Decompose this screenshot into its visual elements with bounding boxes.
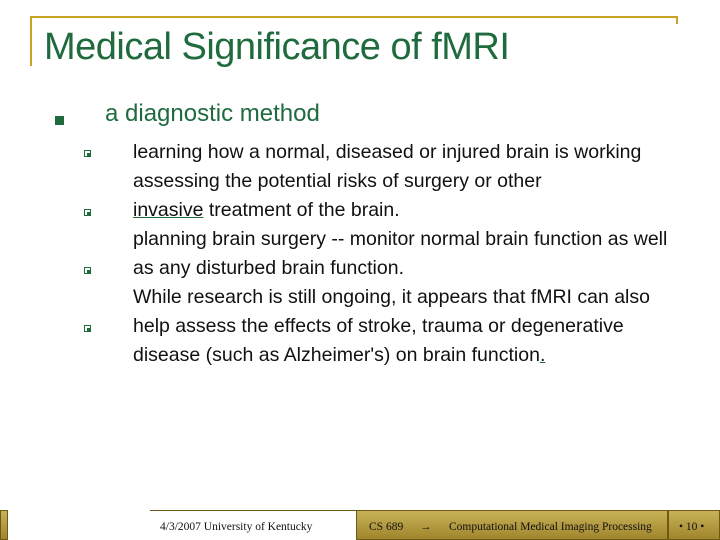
- footer-page-cell: [668, 510, 720, 540]
- bullet-item: planning brain surgery -- monitor normal brain function as well as any disturbed brain function.: [133, 228, 668, 279]
- frame-top-line: [30, 16, 678, 18]
- bullet-item: While research is still ongoing, it appears that fMRI can also help assess the effects of stroke, trauma or degenerative disease (such as Alzheimer's) on brain function.: [133, 286, 650, 366]
- footer-date-cell: [150, 510, 356, 540]
- bullet-item: learning how a normal, diseased or injured brain is working: [133, 141, 642, 163]
- frame-right-cap: [676, 16, 678, 24]
- hollow-square-bullet-icon: [84, 267, 91, 274]
- footer-course-cell: [356, 510, 668, 540]
- slide-title: Medical Significance of fMRI: [44, 26, 510, 68]
- hollow-square-bullet-icon: [84, 209, 91, 216]
- frame-left-line: [30, 16, 32, 66]
- hollow-square-bullet-icon: [84, 150, 91, 157]
- bullet-list: [133, 138, 673, 370]
- square-bullet-icon: [55, 116, 64, 125]
- footer-date-org: 4/3/2007 University of Kentucky: [160, 521, 313, 533]
- arrow-right-icon: →: [420, 521, 432, 533]
- trailing-period-link[interactable]: .: [539, 344, 546, 366]
- bullet-item: assessing the potential risks of surgery or other invasive treatment of the brain.: [133, 170, 542, 221]
- slide-heading: a diagnostic method: [105, 100, 320, 127]
- footer-course-title: Computational Medical Imaging Processing: [449, 521, 652, 533]
- footer-course: CS 689: [369, 521, 404, 533]
- invasive-link[interactable]: invasive: [133, 199, 204, 221]
- footer-left-block: [0, 510, 8, 540]
- page-number: • 10 •: [679, 521, 705, 533]
- hollow-square-bullet-icon: [84, 325, 91, 332]
- footer-bar: [0, 510, 720, 540]
